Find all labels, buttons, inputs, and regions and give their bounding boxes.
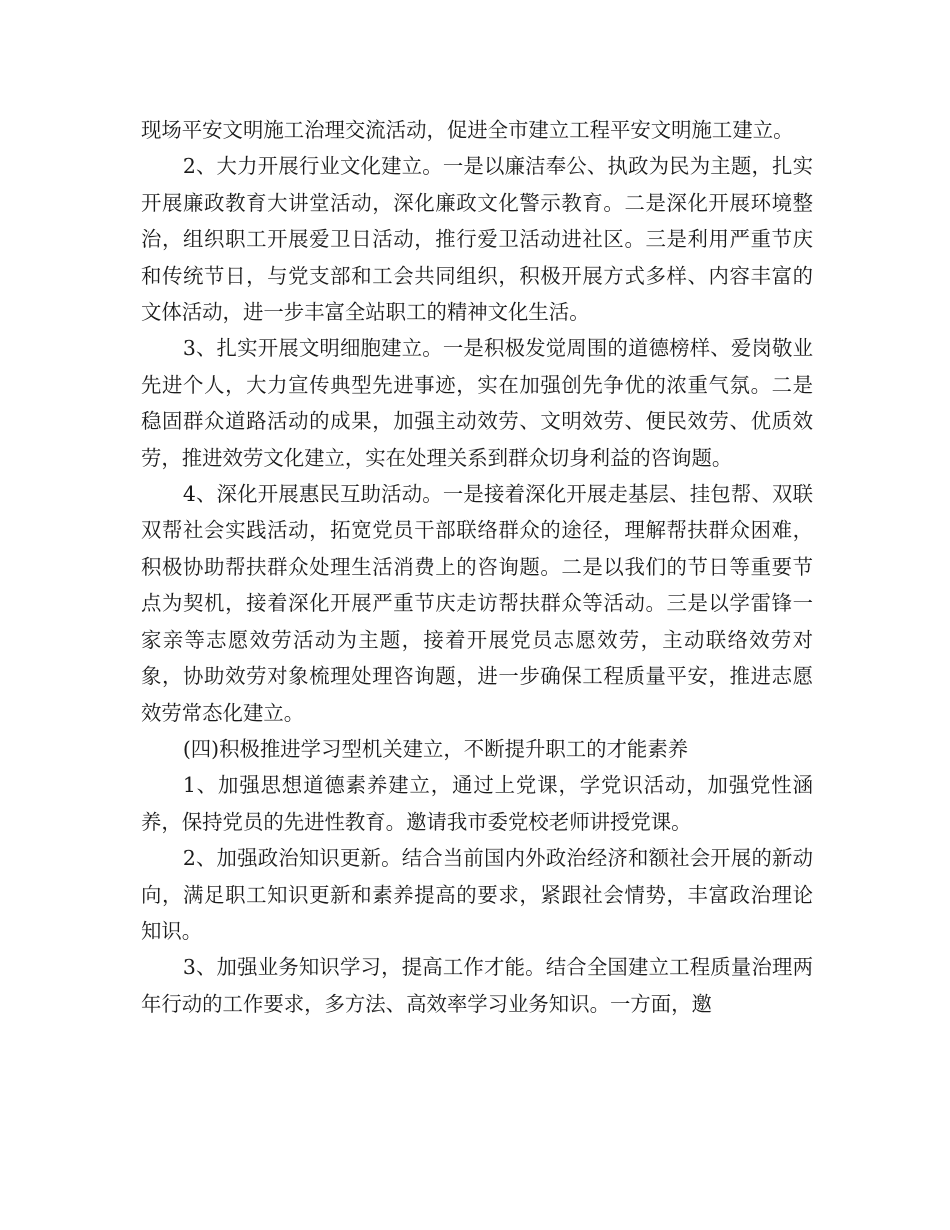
paragraph-business-knowledge: 3、加强业务知识学习，提高工作才能。结合全国建立工程质量治理两年行动的工作要求，多方法、高效率学习业务知识。一方面，邀	[141, 955, 813, 1016]
section-heading-learning-organization: (四)积极推进学习型机关建立，不断提升职工的才能素养	[182, 736, 689, 761]
paragraph-civilized-cells: 3、扎实开展文明细胞建立。一是积极发觉周围的道德榜样、爱岗敬业先进个人，大力宣传典型先进事迹，实在加强创先争优的浓重气氛。二是稳固群众道路活动的成果，加强主动效劳、文明效劳、便民效劳、优质效劳，推进效劳文化建立，实在处理关系到群众切身利益的咨询题。	[141, 336, 813, 470]
paragraph-mutual-aid: 4、深化开展惠民互助活动。一是接着深化开展走基层、挂包帮、双联双帮社会实践活动，拓宽党员干部联络群众的途径，理解帮扶群众困难，积极协助帮扶群众处理生活消费上的咨询题。二是以我们的节日等重要节点为契机，接着深化开展严重节庆走访帮扶群众等活动。三是以学雷锋一家亲等志愿效劳活动为主题，接着开展党员志愿效劳，主动联络效劳对象，协助效劳对象梳理处理咨询题，进一步确保工程质量平安，推进志愿效劳常态化建立。	[141, 482, 813, 725]
paragraph-moral-quality: 1、加强思想道德素养建立，通过上党课，学党识活动，加强党性涵养，保持党员的先进性教育。邀请我市委党校老师讲授党课。	[141, 773, 813, 834]
paragraph-continuation: 现场平安文明施工治理交流活动，促进全市建立工程平安文明施工建立。	[141, 118, 794, 142]
body-text	[141, 112, 813, 1022]
paragraph-political-knowledge: 2、加强政治知识更新。结合当前国内外政治经济和额社会开展的新动向，满足职工知识更新和素养提高的要求，紧跟社会情势，丰富政治理论知识。	[141, 846, 813, 943]
paragraph-industry-culture: 2、大力开展行业文化建立。一是以廉洁奉公、执政为民为主题，扎实开展廉政教育大讲堂活动，深化廉政文化警示教育。二是深化开展环境整治，组织职工开展爱卫日活动，推行爱卫活动进社区。三是利用严重节庆和传统节日，与党支部和工会共同组织，积极开展方式多样、内容丰富的文体活动，进一步丰富全站职工的精神文化生活。	[141, 154, 813, 325]
